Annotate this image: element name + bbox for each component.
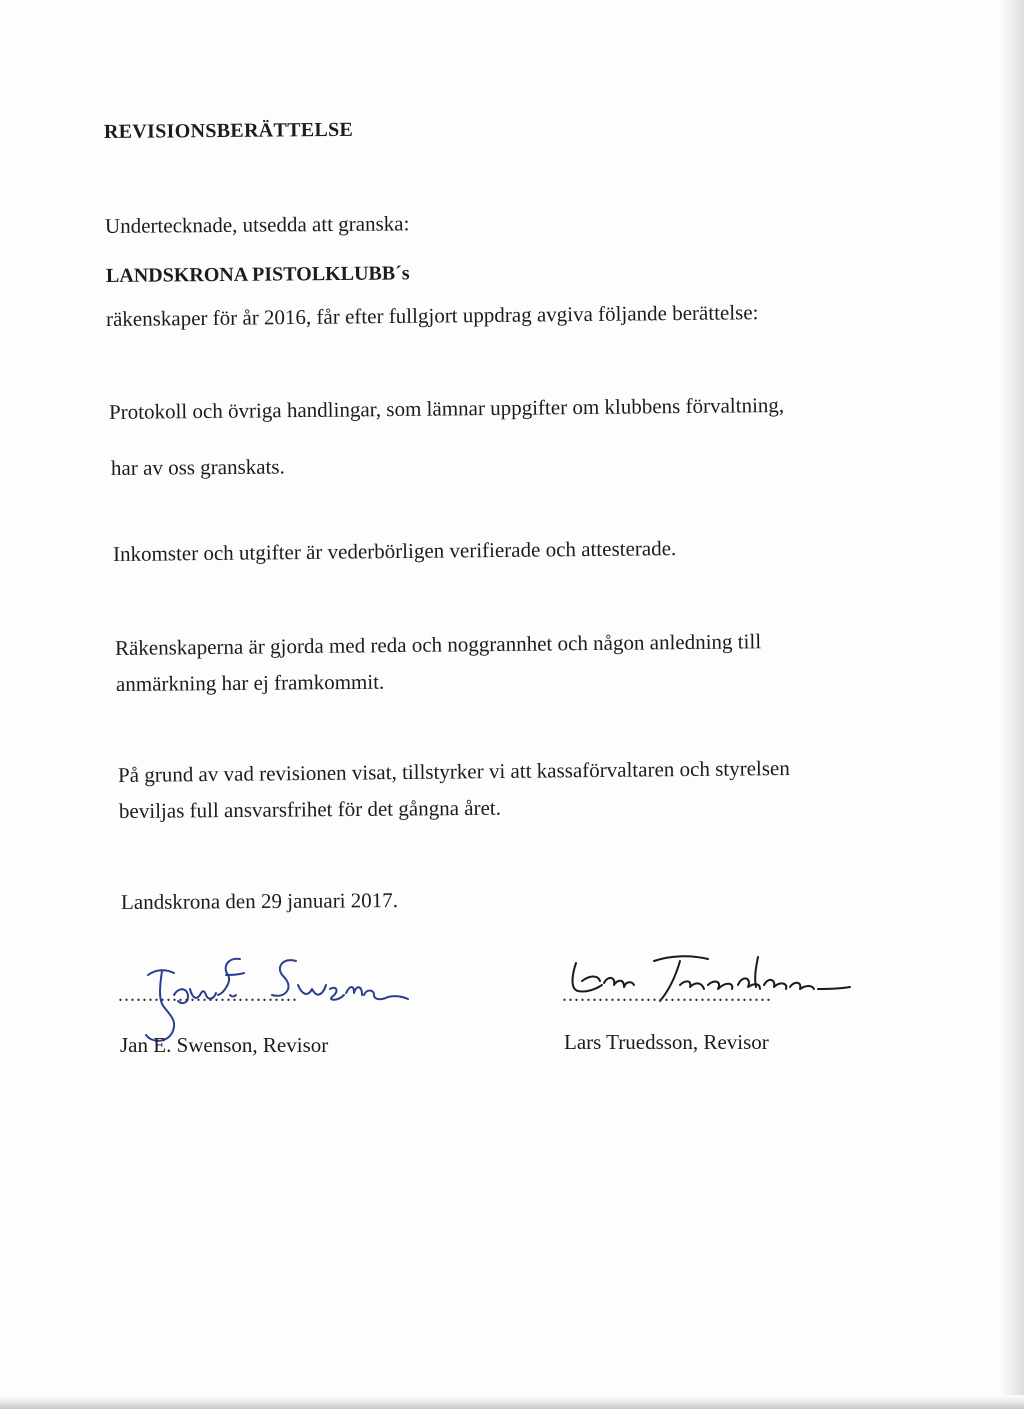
place-and-date: Landskrona den 29 januari 2017.	[120, 888, 399, 914]
paragraph-4-line-2: beviljas full ansvarsfrihet för det gångna året.	[118, 795, 502, 823]
scan-edge-bottom	[0, 1395, 1024, 1409]
paragraph-3-line-1: Räkenskaperna är gjorda med reda och noggrannhet och någon anledning till	[114, 629, 762, 660]
document-title: REVISIONSBERÄTTELSE	[103, 118, 354, 143]
intro-text: Undertecknade, utsedda att granska:	[104, 211, 410, 238]
scan-edge-right	[998, 0, 1024, 1409]
paragraph-1-line-2: har av oss granskats.	[110, 454, 285, 480]
scope-text: räkenskaper för år 2016, får efter fullgjort uppdrag avgiva följande berättelse:	[105, 300, 759, 331]
signer-left-name: Jan E. Swenson, Revisor	[120, 1033, 329, 1057]
signature-line-left: ..............................	[118, 984, 298, 1006]
club-name: LANDSKRONA PISTOLKLUBB´s	[105, 262, 410, 287]
paragraph-4-line-1: På grund av vad revisionen visat, tillstyrker vi att kassaförvaltaren och styrelsen	[117, 755, 790, 787]
paragraph-1-line-1: Protokoll och övriga handlingar, som lämnar uppgifter om klubbens förvaltning,	[108, 392, 785, 424]
paragraph-2: Inkomster och utgifter är vederbörligen verifierade och attesterade.	[112, 536, 677, 566]
signer-right-name: Lars Truedsson, Revisor	[564, 1030, 769, 1054]
paragraph-3-line-2: anmärkning har ej framkommit.	[115, 669, 385, 696]
signature-line-right: ...................................	[562, 984, 772, 1006]
